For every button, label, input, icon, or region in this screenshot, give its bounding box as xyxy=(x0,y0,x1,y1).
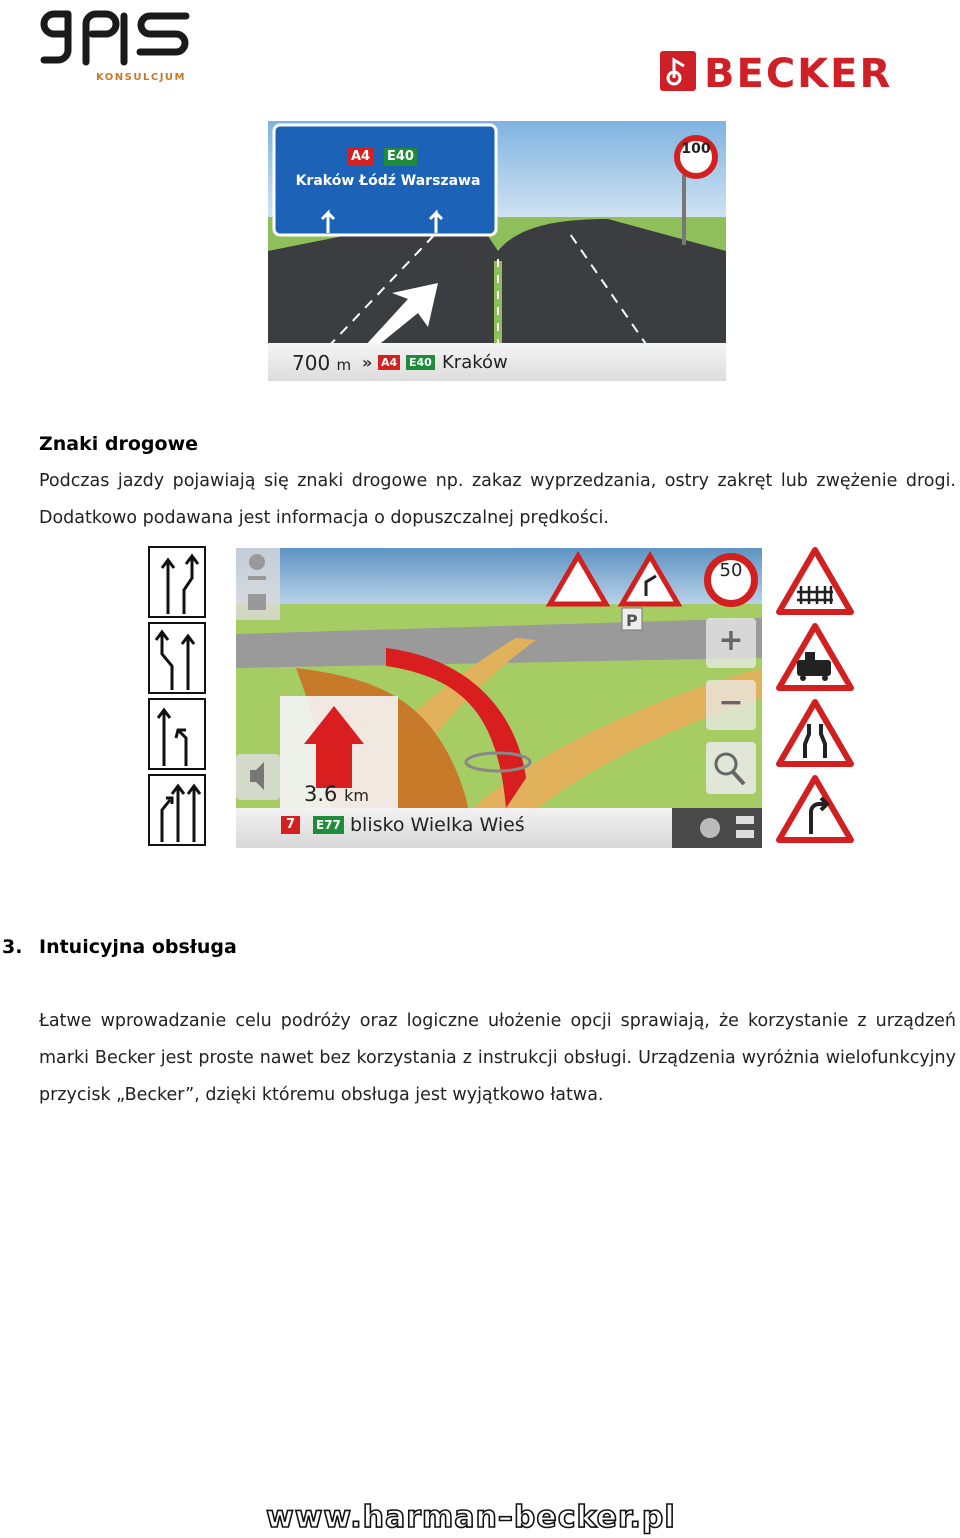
sign-route-badge: A4 xyxy=(348,148,373,166)
speed-limit-50-sign: 50 xyxy=(704,553,758,607)
current-street: blisko Wielka Wieś xyxy=(350,814,525,836)
zoom-in-button[interactable]: + xyxy=(706,618,756,668)
separator-icon: » xyxy=(362,353,373,372)
svg-text:P: P xyxy=(626,611,638,630)
lane-guidance-column xyxy=(144,546,210,848)
lane-arrow-icon xyxy=(148,546,206,618)
distance-value: 3.6 xyxy=(304,782,338,806)
lane-arrow-icon xyxy=(148,698,206,770)
train-warning-icon xyxy=(775,622,855,694)
gps-logo-wordmark: KONSULCJUM xyxy=(96,72,186,83)
direction-sign-text: Kraków Łódź Warszawa xyxy=(295,173,481,189)
sharp-bend-warning-icon xyxy=(775,774,855,846)
section-number: 3. xyxy=(2,936,23,958)
road-narrows-warning-icon xyxy=(775,698,855,770)
lane-arrow-icon xyxy=(148,622,206,694)
sign-euro-badge: E40 xyxy=(384,148,417,166)
destination-name: Kraków xyxy=(442,352,508,373)
distance-readout xyxy=(304,782,369,806)
euro-route-badge: E77 xyxy=(313,816,344,834)
section-heading-intuitive xyxy=(2,936,237,958)
junction-navigation-image xyxy=(268,121,726,381)
paragraph-signs: Podczas jazdy pojawiają się znaki drogowe np. zakaz wyprzedzania, ostry zakręt lub zwężenie drogi. Dodatkowo podawana jest informacja o dopuszczalnej prędkości. xyxy=(39,471,956,528)
lane-arrow-icon xyxy=(148,774,206,846)
becker-logo xyxy=(658,48,950,94)
distance-unit: m xyxy=(336,356,352,374)
footer-website-link[interactable]: www.harman–becker.pl xyxy=(266,1500,676,1535)
navigation-screen-image xyxy=(236,548,762,848)
distance-readout xyxy=(292,351,351,375)
road-number-badge: 7 xyxy=(281,816,300,834)
section-title: Intuicyjna obsługa xyxy=(39,936,237,958)
speed-limit-sign: 100 xyxy=(674,135,718,179)
paragraph-intuitive: Łatwe wprowadzanie celu podróży oraz logiczne ułożenie opcji sprawiają, że korzystanie z urządzeń marki Becker jest proste nawet bez korzystania z instrukcji obsługi. Urządzenia wyróżnia wielofunkcyjny przycisk „Becker”, dzięki któremu obsługa jest wyjątkowo łatwa. xyxy=(39,1011,956,1105)
railway-crossing-warning-icon xyxy=(775,546,855,618)
route-badge-e40: E40 xyxy=(406,355,435,370)
section-heading-signs: Znaki drogowe xyxy=(39,433,199,455)
distance-value: 700 xyxy=(292,351,331,375)
route-badge-a4: A4 xyxy=(378,355,400,370)
becker-logo-text: BECKER xyxy=(704,51,893,94)
distance-unit: km xyxy=(344,786,369,805)
zoom-out-button[interactable]: − xyxy=(706,680,756,730)
junction-scene xyxy=(268,121,726,381)
magnifier-icon[interactable] xyxy=(706,742,756,794)
